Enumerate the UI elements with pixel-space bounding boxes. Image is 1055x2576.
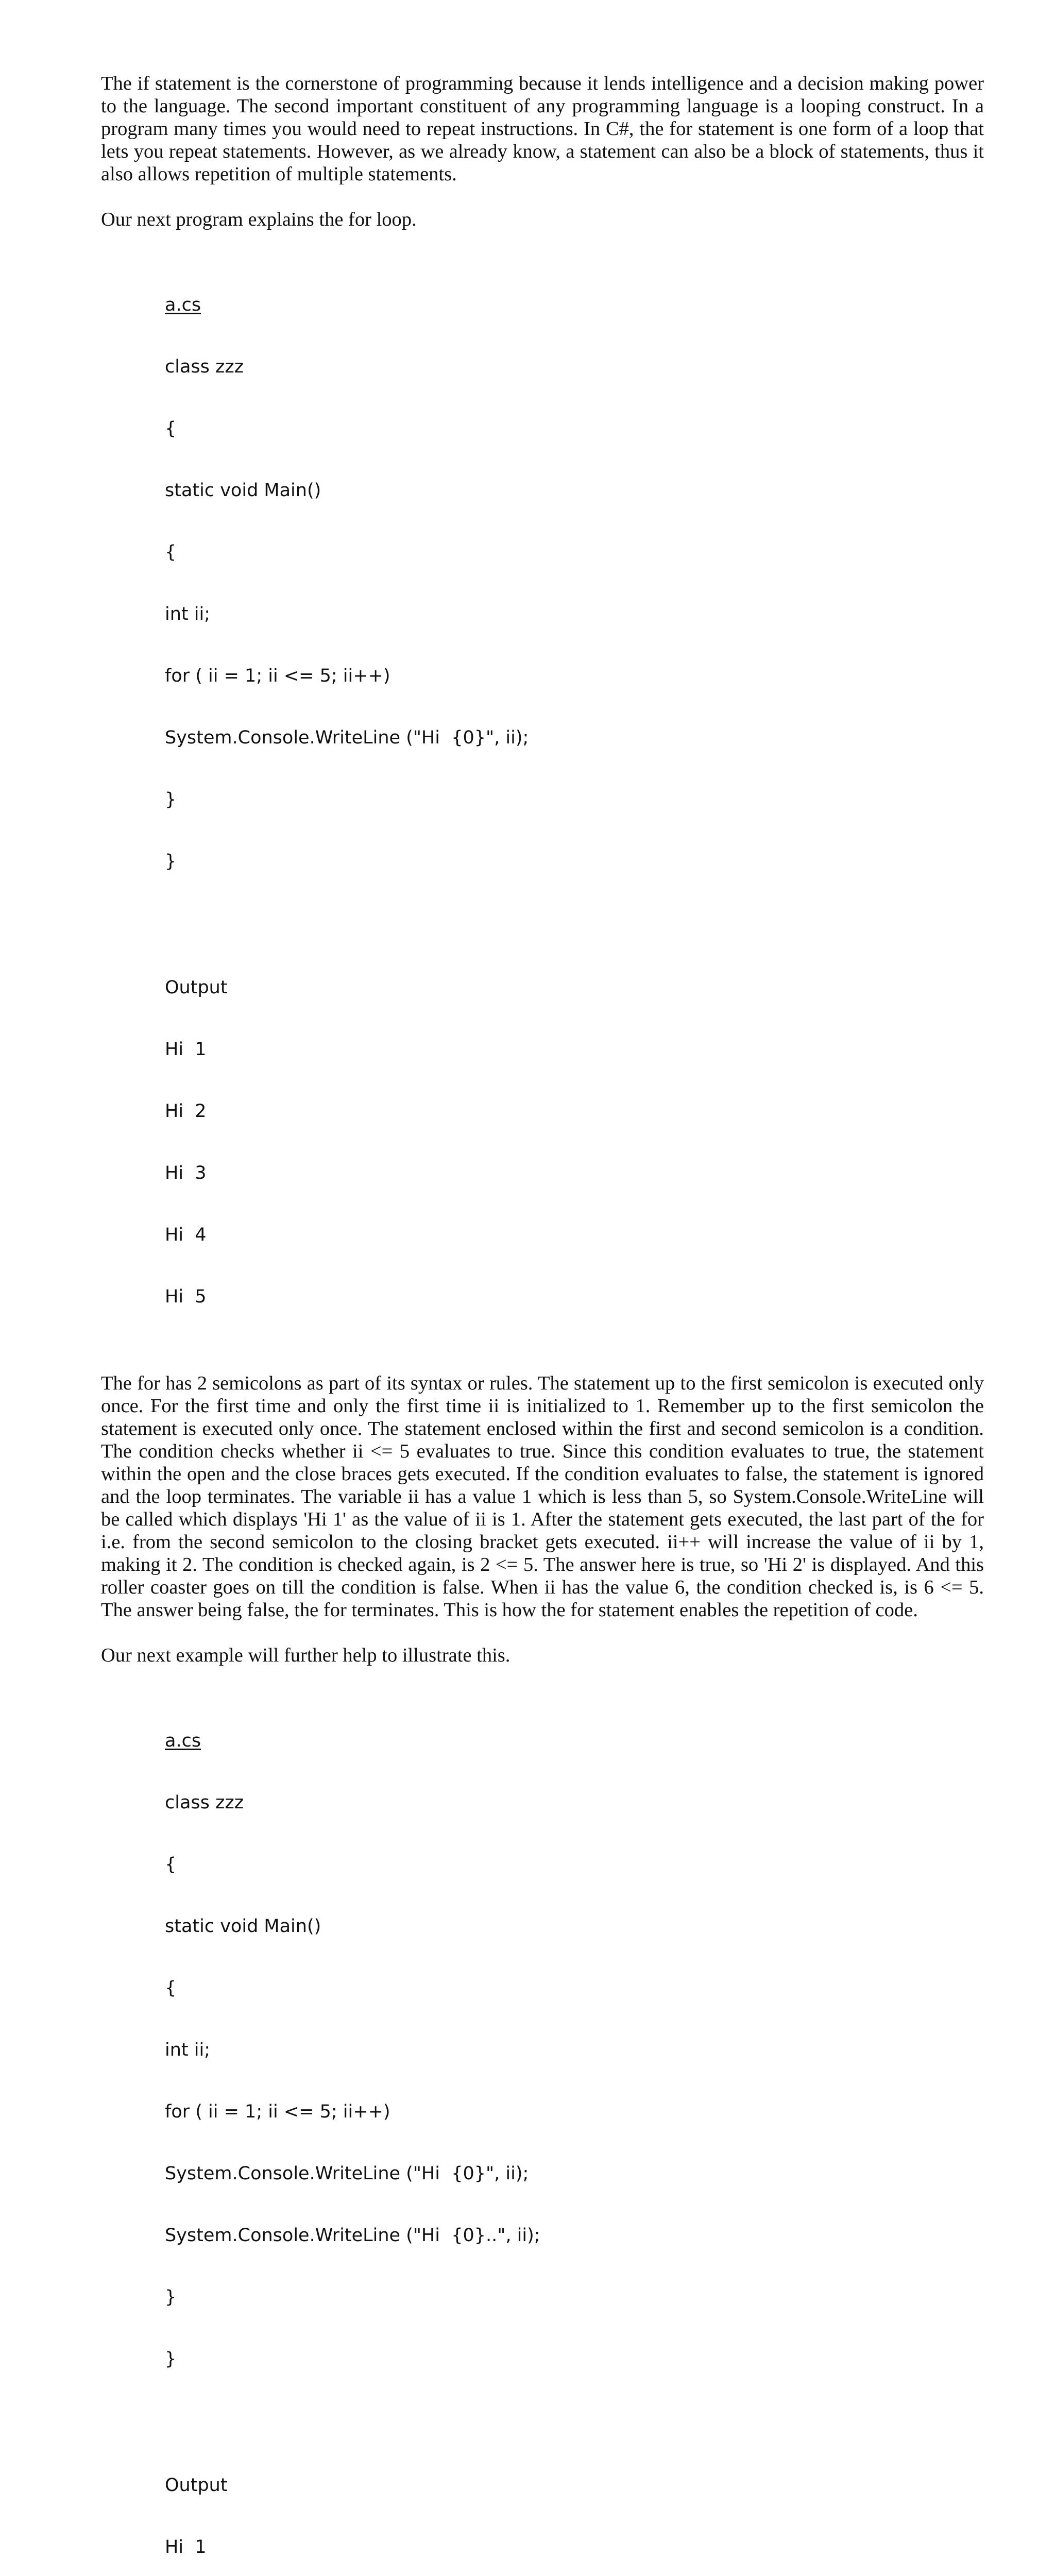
code-line: class zzz (165, 1792, 244, 1813)
output-line: Hi 3 (165, 1163, 207, 1183)
code-line: System.Console.WriteLine ("Hi {0}..", ii); (165, 2225, 540, 2246)
code-line: { (165, 1854, 177, 1875)
code-line: System.Console.WriteLine ("Hi {0}", ii); (165, 2163, 529, 2184)
output-line: Hi 2 (165, 1101, 207, 1122)
output-line: Hi 1 (165, 1039, 207, 1060)
output-line: Hi 4 (165, 1225, 207, 1245)
code-line: } (165, 789, 177, 810)
output-line: Hi 5 (165, 1286, 207, 1307)
next-example-paragraph: Our next example will further help to illustrate this. (101, 1645, 511, 1666)
code-spacer (165, 913, 984, 936)
intro-paragraph: The if statement is the cornerstone of programming because it lends intelligence and a decision making power to the language. The second important constituent of any programming language is a looping construct. In a program many times you would need to repeat instructions. In C#, the for statement is one form of a loop that lets you repeat statements. However, as we already know, a statement can also be a block of statements, thus it also allows repetition of multiple statements. (101, 73, 984, 185)
code-filename: a.cs (165, 1731, 201, 1751)
code-line: } (165, 851, 177, 872)
code-line: for ( ii = 1; ii <= 5; ii++) (165, 2102, 390, 2122)
code-line: class zzz (165, 357, 244, 377)
code-line: { (165, 418, 177, 439)
output-line: Hi 1 (165, 2537, 207, 2557)
code-filename: a.cs (165, 295, 201, 315)
code-line: int ii; (165, 2040, 210, 2060)
code-line: } (165, 2349, 177, 2369)
next-program-paragraph: Our next program explains the for loop. (101, 209, 417, 230)
code-line: int ii; (165, 604, 210, 624)
output-label: Output (165, 2475, 228, 2496)
code-line: System.Console.WriteLine ("Hi {0}", ii); (165, 727, 529, 748)
code-line: for ( ii = 1; ii <= 5; ii++) (165, 666, 390, 686)
code-line: { (165, 542, 177, 563)
explanation-paragraph: The for has 2 semicolons as part of its syntax or rules. The statement up to the first semicolon is executed only once. For the first time and only the first time ii is initialized to 1. Remember up to the first semicolon the statement is executed only once. The statement enclosed within the first and second semicolon is a condition. The condition checks whether ii <= 5 evaluates to true. Since this condition evaluates to true, the statement within the open and the close braces gets executed. If the condition evaluates to false, the statement is ignored and the loop terminates. The variable ii has a value 1 which is less than 5, so System.Console.WriteLine will be called which displays 'Hi 1' as the value of ii is 1. After the statement gets executed, the last part of the for i.e. from the second semicolon to the closing bracket gets executed. ii++ will increase the value of ii by 1, making it 2. The condition is checked again, is 2 <= 5. The answer here is true, so 'Hi 2' is displayed. And this roller coaster goes on till the condition is false. When ii has the value 6, the condition checked is, is 6 <= 5. The answer being false, the for terminates. This is how the for statement enables the repetition of code. (101, 1372, 984, 1621)
code-spacer (165, 2411, 984, 2434)
document-page (101, 72, 984, 2576)
code-line: } (165, 2287, 177, 2308)
code-line: static void Main() (165, 1916, 321, 1937)
code-line: static void Main() (165, 480, 321, 501)
code-example-2 (165, 1689, 984, 2576)
output-label: Output (165, 977, 228, 998)
code-example-1 (165, 253, 984, 1348)
code-line: { (165, 1978, 177, 1998)
